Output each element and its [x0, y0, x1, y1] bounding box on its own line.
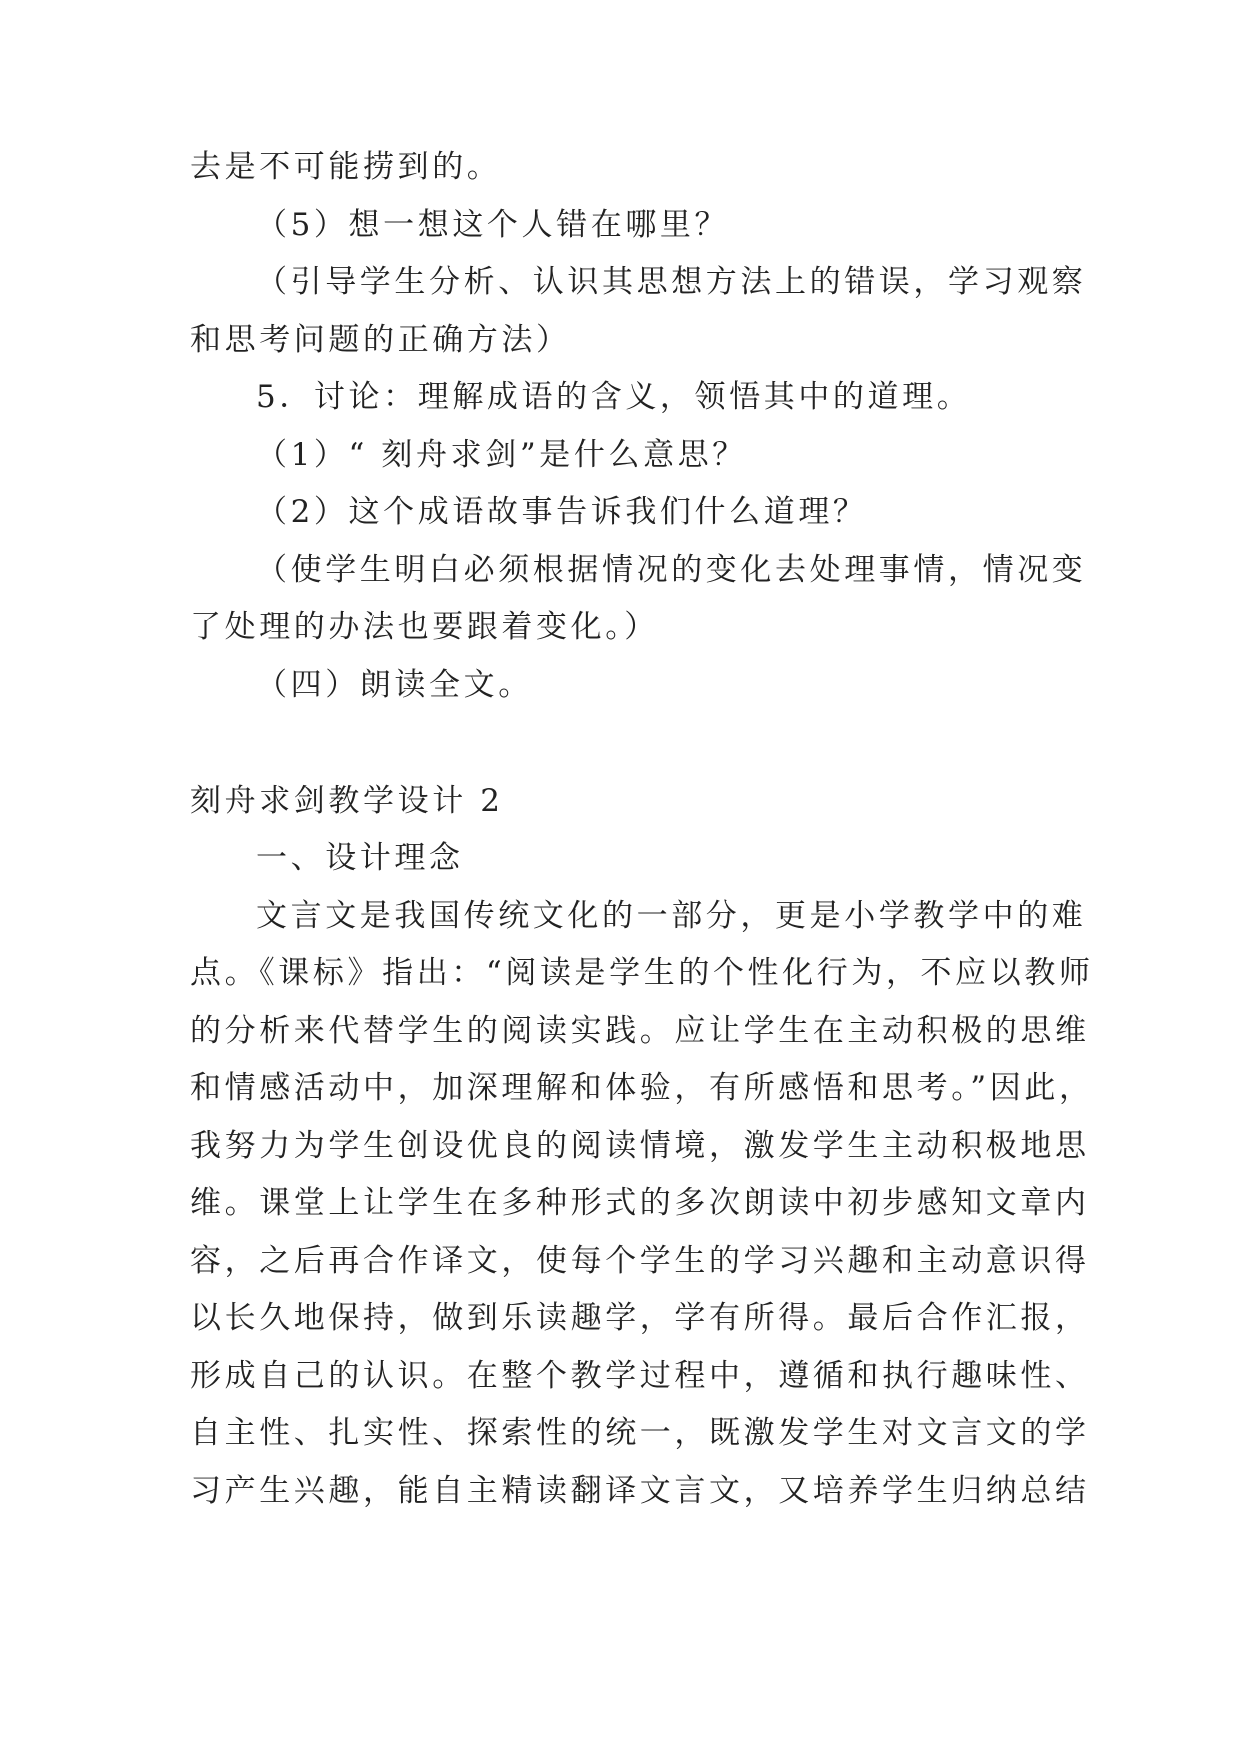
text-line: 和思考问题的正确方法）: [190, 322, 571, 358]
text-line: 的分析来代替学生的阅读实践。应让学生在主动积极的思维: [190, 1013, 1090, 1049]
text-line: 维。课堂上让学生在多种形式的多次朗读中初步感知文章内: [190, 1185, 1090, 1221]
text-line: （使学生明白必须根据情况的变化去处理事情，情况变: [256, 552, 1087, 588]
text-line: （1）“ 刻舟求剑”是什么意思？: [256, 437, 747, 473]
text-line: 形成自己的认识。在整个教学过程中，遵循和执行趣味性、: [190, 1358, 1090, 1394]
text-line: （引导学生分析、认识其思想方法上的错误，学习观察: [256, 264, 1087, 300]
text-line: （四）朗读全文。: [256, 667, 533, 703]
section-heading: 一、设计理念: [256, 840, 464, 876]
text-line: 自主性、扎实性、探索性的统一，既激发学生对文言文的学: [190, 1415, 1090, 1451]
text-line: （2）这个成语故事告诉我们什么道理？: [256, 494, 868, 530]
text-line: 和情感活动中，加深理解和体验，有所感悟和思考。”因此，: [190, 1070, 1094, 1106]
text-line: 以长久地保持，做到乐读趣学，学有所得。最后合作汇报，: [190, 1300, 1090, 1336]
text-line: 容，之后再合作译文，使每个学生的学习兴趣和主动意识得: [190, 1243, 1090, 1279]
text-line: 文言文是我国传统文化的一部分，更是小学教学中的难: [256, 898, 1087, 934]
text-line: 我努力为学生创设优良的阅读情境，激发学生主动积极地思: [190, 1128, 1090, 1164]
text-line: 习产生兴趣，能自主精读翻译文言文，又培养学生归纳总结: [190, 1473, 1090, 1509]
text-line: 点。《课标》指出：“阅读是学生的个性化行为，不应以教师: [190, 955, 1094, 991]
text-line: （5）想一想这个人错在哪里？: [256, 207, 730, 243]
text-line: 了处理的办法也要跟着变化。）: [190, 609, 659, 645]
section-title: 刻舟求剑教学设计 2: [190, 783, 504, 819]
text-line: 5．讨论：理解成语的含义，领悟其中的道理。: [256, 379, 972, 415]
text-line: 去是不可能捞到的。: [190, 149, 502, 185]
